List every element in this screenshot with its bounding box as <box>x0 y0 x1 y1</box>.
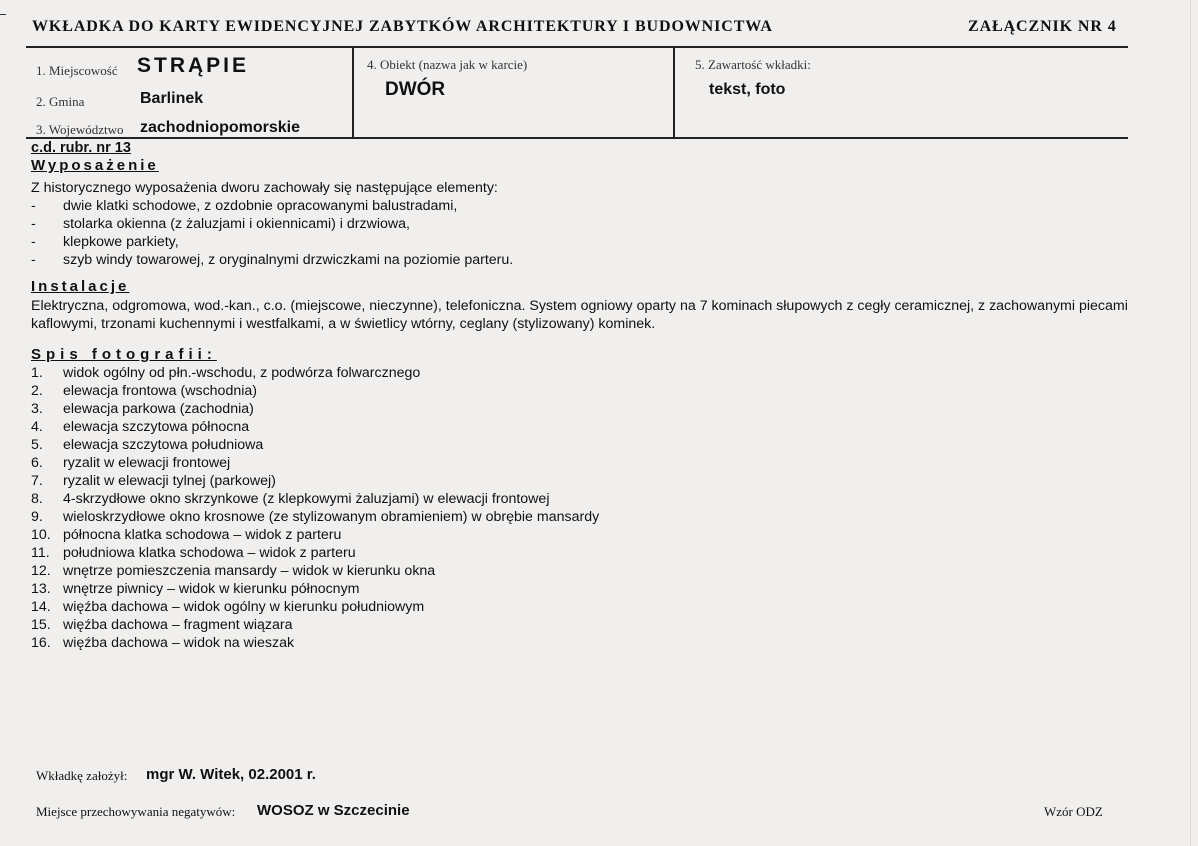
item-number: 2. <box>31 383 43 399</box>
photos-heading: Spis fotografii: <box>31 346 217 363</box>
item-number: 5. <box>31 437 43 453</box>
locality-label: 1. Miejscowość <box>36 63 118 78</box>
equipment-intro: Z historycznego wyposażenia dworu zachowały się następujące elementy: <box>31 180 498 196</box>
item-text: południowa klatka schodowa – widok z parteru <box>63 545 356 561</box>
item-number: 16. <box>31 635 51 651</box>
item-text: wnętrze pomieszczenia mansardy – widok w kierunku okna <box>63 563 436 579</box>
item-number: 7. <box>31 473 43 489</box>
rubric-ref: c.d. rubr. nr 13 <box>31 140 131 156</box>
item-text: ryzalit w elewacji frontowej <box>63 455 231 471</box>
list-item <box>31 634 599 652</box>
list-item-text: dwie klatki schodowe, z ozdobnie opracowanymi balustradami, <box>63 198 458 214</box>
list-item-text: klepkowe parkiety, <box>63 234 179 250</box>
item-number: 14. <box>31 599 51 615</box>
item-number: 9. <box>31 509 43 525</box>
list-item <box>31 400 599 418</box>
fields-bottom-rule <box>26 137 1128 139</box>
corner-tick <box>0 14 6 15</box>
item-number: 3. <box>31 401 43 417</box>
list-item-text: stolarka okienna (z żaluzjami i okiennicami) i drzwiowa, <box>63 216 410 232</box>
object-label: 4. Obiekt (nazwa jak w karcie) <box>367 57 528 72</box>
list-bullet: - <box>31 234 36 250</box>
form-title: WKŁADKA DO KARTY EWIDENCYJNEJ ZABYTKÓW ARCHITEKTURY I BUDOWNICTWA <box>32 18 773 35</box>
list-item <box>31 382 599 400</box>
storage-label: Miejsce przechowywania negatywów: <box>36 804 236 819</box>
list-item <box>31 197 513 215</box>
item-text: 4-skrzydłowe okno skrzynkowe (z klepkowymi żaluzjami) w elewacji frontowej <box>63 491 550 507</box>
list-item <box>31 580 599 598</box>
item-text: elewacja parkowa (zachodnia) <box>63 401 254 417</box>
header-rule <box>26 46 1128 48</box>
item-number: 4. <box>31 419 43 435</box>
list-item <box>31 418 599 436</box>
item-text: elewacja frontowa (wschodnia) <box>63 383 257 399</box>
fields-divider-2 <box>673 47 675 138</box>
list-bullet: - <box>31 216 36 232</box>
item-number: 8. <box>31 491 43 507</box>
content-value: tekst, foto <box>709 81 786 98</box>
equipment-list <box>31 197 513 269</box>
object-value: DWÓR <box>385 79 446 100</box>
list-item <box>31 251 513 269</box>
commune-label: 2. Gmina <box>36 94 85 109</box>
item-text: północna klatka schodowa – widok z parteru <box>63 527 342 543</box>
item-number: 13. <box>31 581 51 597</box>
list-item <box>31 508 599 526</box>
list-item <box>31 472 599 490</box>
list-item <box>31 233 513 251</box>
item-number: 12. <box>31 563 51 579</box>
equipment-heading: Wyposażenie <box>31 157 159 174</box>
list-item <box>31 544 599 562</box>
author-value: mgr W. Witek, 02.2001 r. <box>146 766 316 783</box>
item-text: więźba dachowa – widok ogólny w kierunku południowym <box>63 599 425 615</box>
voivodeship-value: zachodniopomorskie <box>140 119 301 136</box>
list-bullet: - <box>31 198 36 214</box>
list-item <box>31 215 513 233</box>
item-text: elewacja szczytowa północna <box>63 419 250 435</box>
list-item <box>31 490 599 508</box>
list-bullet: - <box>31 252 36 268</box>
item-text: więźba dachowa – fragment wiązara <box>63 617 293 633</box>
item-number: 15. <box>31 617 51 633</box>
fields-divider-1 <box>352 47 354 138</box>
content-label: 5. Zawartość wkładki: <box>695 57 811 72</box>
item-text: ryzalit w elewacji tylnej (parkowej) <box>63 473 276 489</box>
list-item <box>31 526 599 544</box>
author-label: Wkładkę założył: <box>36 768 128 783</box>
list-item <box>31 562 599 580</box>
list-item <box>31 454 599 472</box>
list-item <box>31 598 599 616</box>
photo-list <box>31 364 599 652</box>
item-text: więźba dachowa – widok na wieszak <box>63 635 295 651</box>
annex-number: ZAŁĄCZNIK NR 4 <box>968 18 1117 35</box>
list-item <box>31 616 599 634</box>
list-item <box>31 436 599 454</box>
item-number: 10. <box>31 527 51 543</box>
page-edge <box>1190 0 1191 846</box>
storage-value: WOSOZ w Szczecinie <box>257 802 410 819</box>
installations-text: Elektryczna, odgromowa, wod.-kan., c.o. (miejscowe, nieczynne), telefoniczna. System ogniowy oparty na 7 kominach słupowych z cegły ceramicznej, z zachowanymi piecami kaflowymi, trzonami kuchennymi i westfalkami, a w świetlicy wtórny, ceglany (stylizowany) kominek. <box>31 298 1128 332</box>
item-number: 11. <box>31 545 50 561</box>
locality-value: STRĄPIE <box>137 54 250 77</box>
pattern-label: Wzór ODZ <box>1044 804 1103 819</box>
list-item-text: szyb windy towarowej, z oryginalnymi drzwiczkami na poziomie parteru. <box>63 252 514 268</box>
installations-heading: Instalacje <box>31 278 130 295</box>
list-item <box>31 364 599 382</box>
item-text: elewacja szczytowa południowa <box>63 437 264 453</box>
commune-value: Barlinek <box>140 90 204 107</box>
item-text: widok ogólny od płn.-wschodu, z podwórza folwarcznego <box>63 365 421 381</box>
item-number: 1. <box>31 365 43 381</box>
voivodeship-label: 3. Województwo <box>36 122 124 137</box>
item-number: 6. <box>31 455 43 471</box>
item-text: wieloskrzydłowe okno krosnowe (ze stylizowanym obramieniem) w obrębie mansardy <box>63 509 600 525</box>
item-text: wnętrze piwnicy – widok w kierunku północnym <box>63 581 360 597</box>
